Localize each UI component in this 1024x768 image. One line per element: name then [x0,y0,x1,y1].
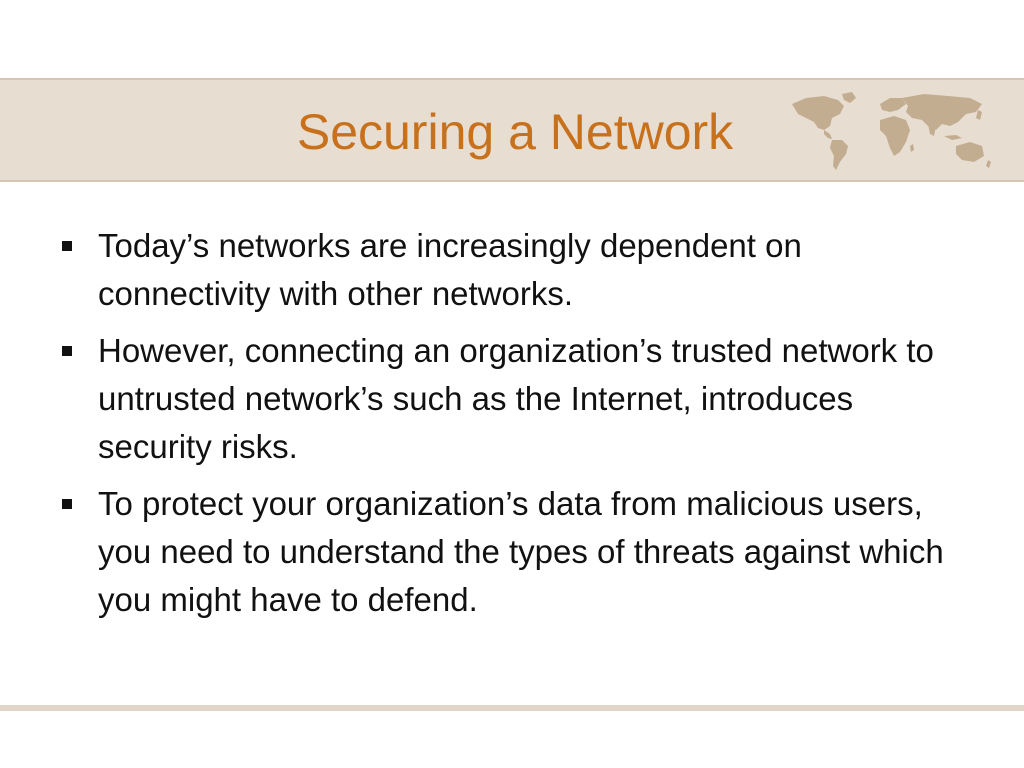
square-bullet-icon [62,499,72,509]
bullet-text: Today’s networks are increasingly dependent on connectivity with other networks. [98,227,802,312]
bullet-list [62,222,962,633]
world-map-icon [786,90,996,172]
slide-title: Securing a Network [296,104,734,160]
footer-divider [0,705,1024,711]
square-bullet-icon [62,241,72,251]
title-band [0,78,1024,182]
bullet-item [62,222,962,318]
square-bullet-icon [62,346,72,356]
bullet-text: However, connecting an organization’s trusted network to untrusted network’s such as the Internet, introduces security risks. [98,332,934,465]
bullet-item [62,327,962,471]
bullet-item [62,480,962,624]
bullet-text: To protect your organization’s data from malicious users, you need to understand the types of threats against which you might have to defend. [98,485,944,618]
